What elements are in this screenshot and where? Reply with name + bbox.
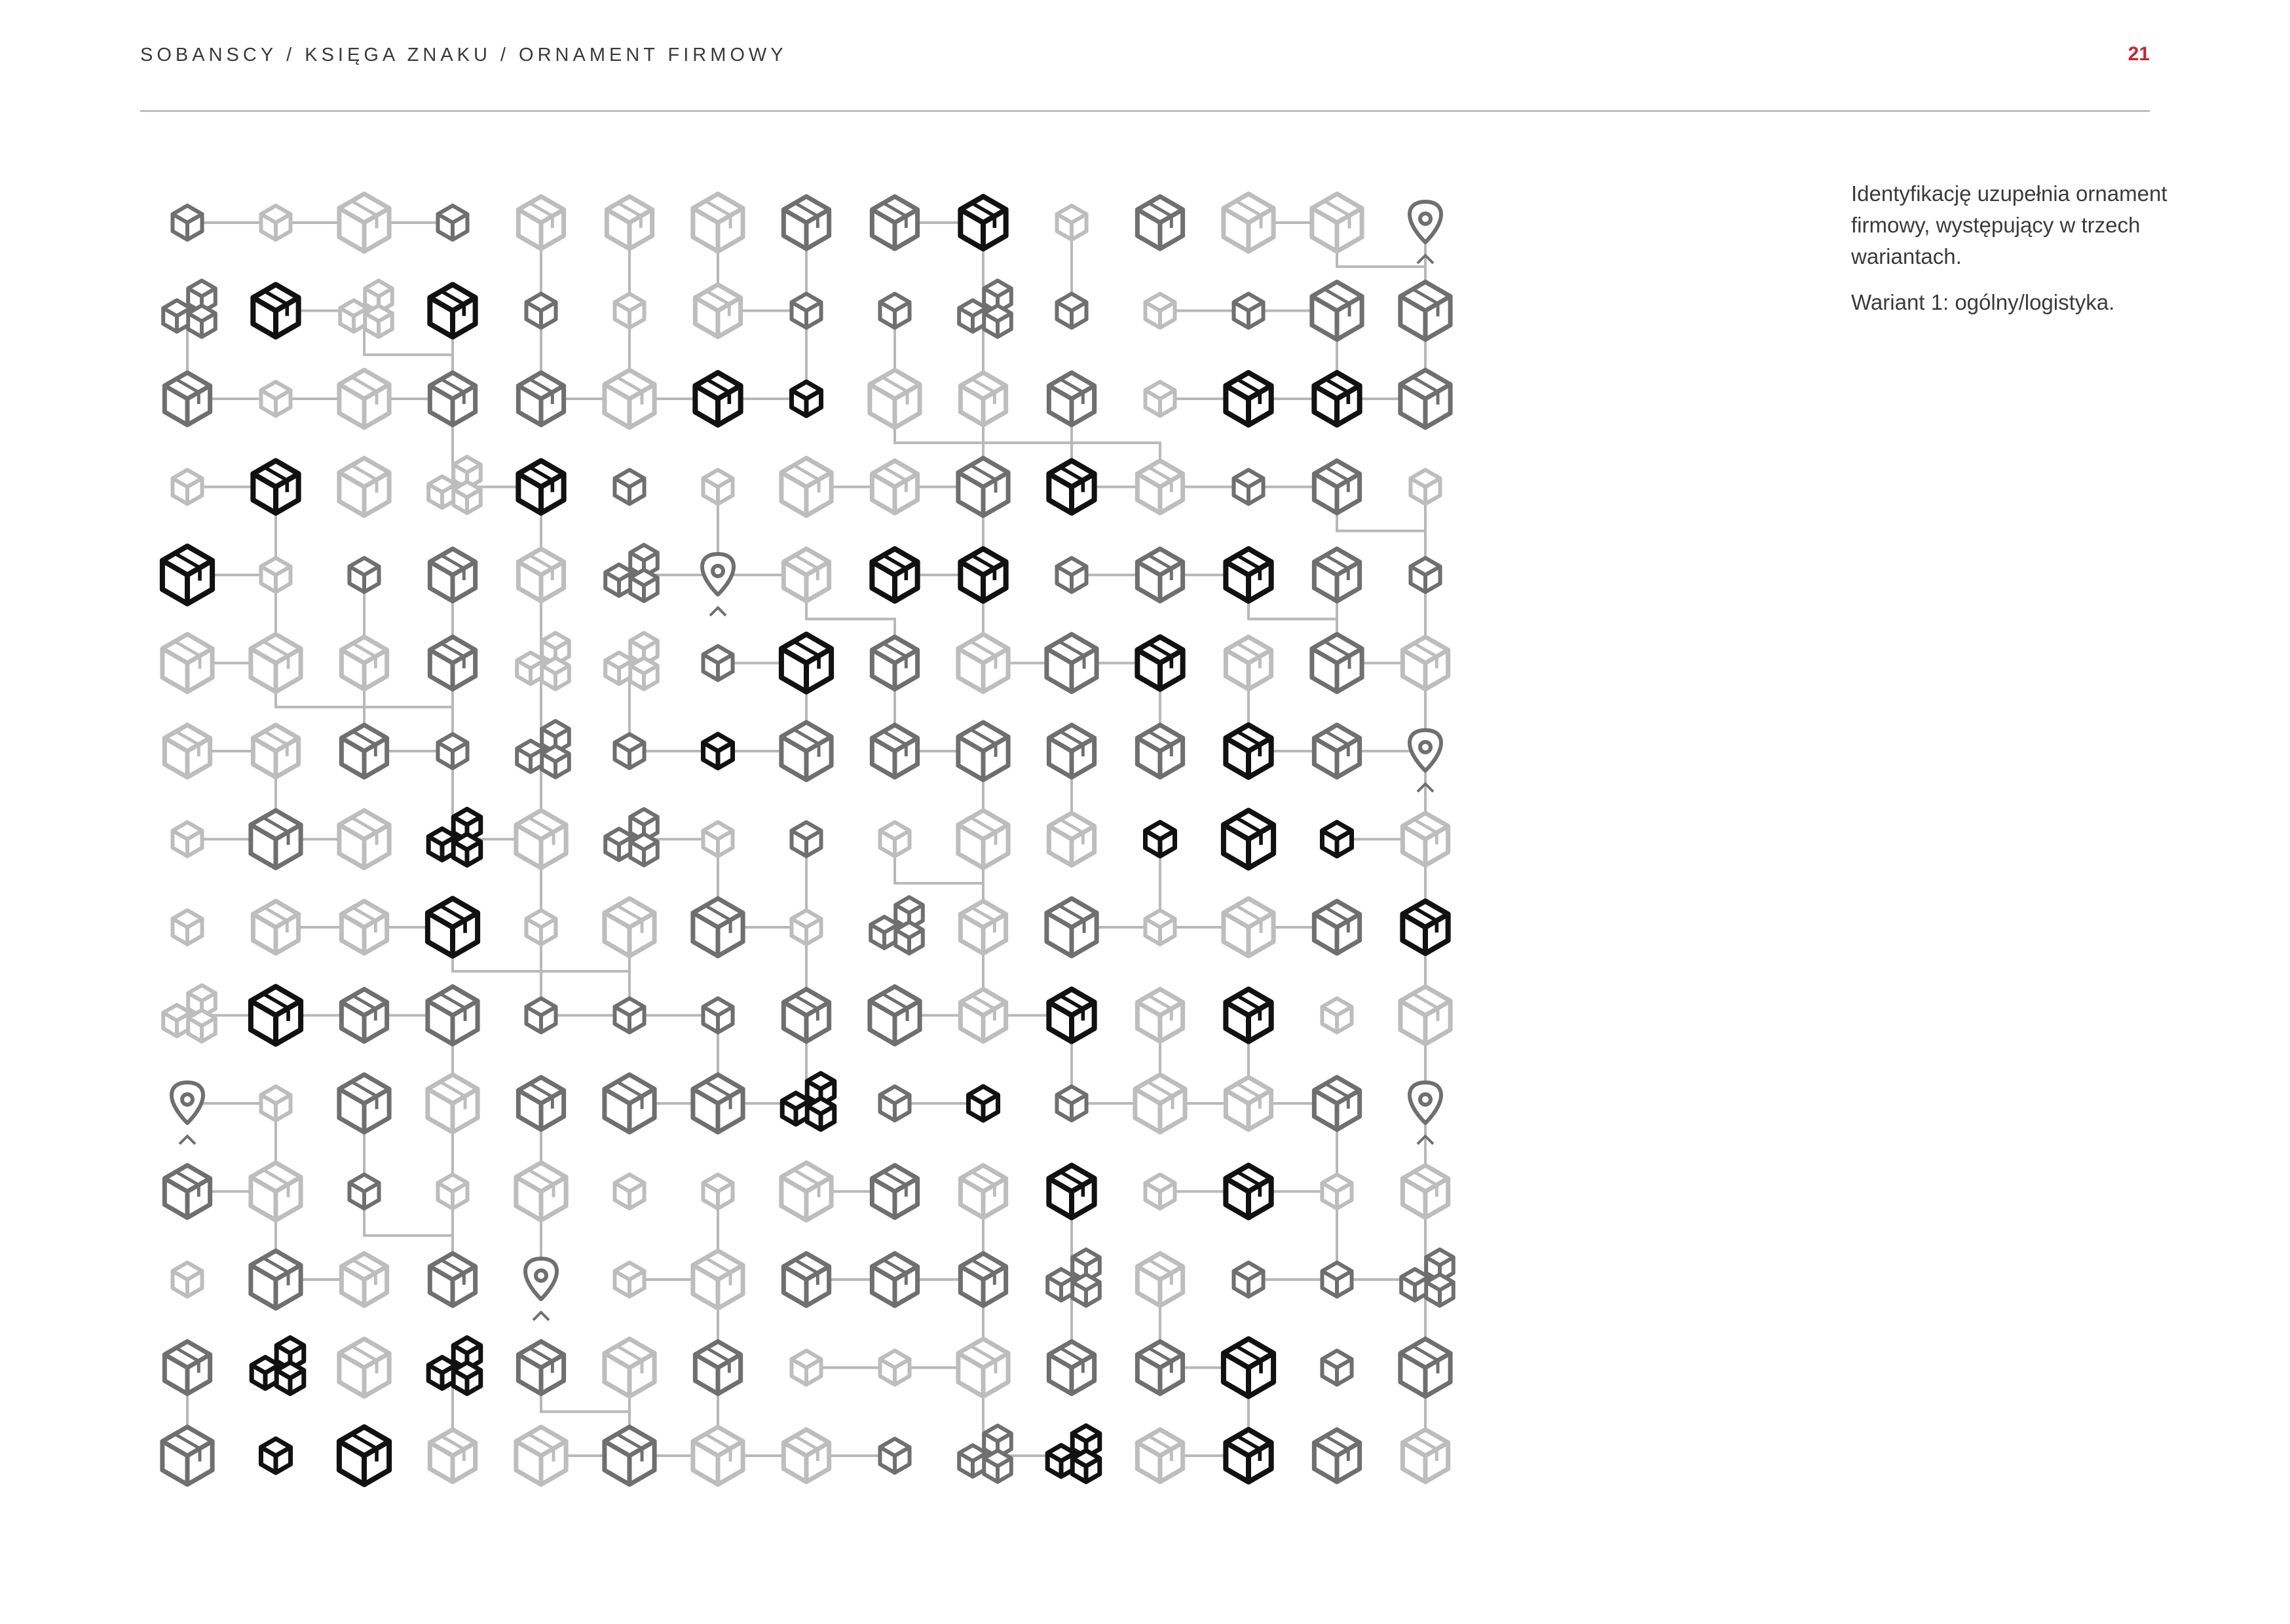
box-icon bbox=[1049, 373, 1094, 425]
box-icon bbox=[1314, 373, 1359, 425]
small-box-icon bbox=[703, 646, 732, 680]
box-icon bbox=[1049, 989, 1094, 1042]
small-box-icon bbox=[1145, 1175, 1174, 1209]
box-icon bbox=[783, 196, 829, 249]
box-icon bbox=[605, 1339, 654, 1397]
box-icon bbox=[1402, 1430, 1448, 1482]
small-box-icon bbox=[791, 382, 821, 416]
small-box-icon bbox=[172, 910, 202, 944]
box-icon bbox=[1314, 1077, 1359, 1130]
box-icon bbox=[341, 637, 386, 690]
box-icon bbox=[605, 898, 654, 956]
box-icon bbox=[1137, 1430, 1182, 1482]
small-box-icon bbox=[1145, 910, 1174, 944]
box-icon bbox=[1314, 725, 1359, 777]
stacked-boxes-icon bbox=[517, 721, 569, 777]
box-icon bbox=[605, 1075, 654, 1132]
box-icon bbox=[1226, 373, 1271, 425]
stacked-boxes-icon bbox=[163, 986, 216, 1042]
stacked-boxes-icon bbox=[605, 809, 658, 866]
stacked-boxes-icon bbox=[517, 633, 569, 690]
small-box-icon bbox=[614, 294, 644, 328]
box-icon bbox=[430, 1430, 475, 1482]
stacked-boxes-icon bbox=[1401, 1249, 1454, 1306]
small-box-icon bbox=[438, 206, 467, 240]
box-icon bbox=[1137, 549, 1182, 601]
box-icon bbox=[1314, 461, 1359, 513]
box-icon bbox=[162, 1427, 212, 1485]
box-icon bbox=[958, 811, 1008, 868]
box-icon bbox=[872, 1253, 917, 1306]
box-icon bbox=[1137, 725, 1182, 777]
small-box-icon bbox=[880, 1086, 909, 1120]
box-icon bbox=[960, 1253, 1005, 1306]
box-icon bbox=[428, 898, 478, 956]
stacked-boxes-icon bbox=[1047, 1426, 1100, 1482]
small-box-icon bbox=[172, 206, 202, 240]
box-icon bbox=[1226, 1077, 1271, 1130]
box-icon bbox=[1137, 1253, 1182, 1306]
box-icon bbox=[1224, 811, 1273, 868]
box-icon bbox=[1226, 549, 1271, 601]
small-box-icon bbox=[1145, 382, 1174, 416]
location-pin-icon bbox=[702, 554, 734, 616]
box-icon bbox=[693, 1075, 743, 1132]
stacked-boxes-icon bbox=[782, 1073, 835, 1130]
small-box-icon bbox=[1233, 1263, 1263, 1297]
box-icon bbox=[251, 987, 301, 1044]
box-icon bbox=[1137, 461, 1182, 513]
small-box-icon bbox=[438, 734, 467, 768]
box-icon bbox=[1400, 282, 1450, 340]
box-icon bbox=[1314, 549, 1359, 601]
box-icon bbox=[960, 373, 1005, 425]
small-box-icon bbox=[880, 822, 909, 857]
box-icon bbox=[1400, 1339, 1450, 1397]
box-icon bbox=[253, 901, 298, 953]
box-icon bbox=[1226, 1166, 1271, 1218]
location-pin-icon bbox=[1410, 1082, 1441, 1144]
box-icon bbox=[339, 194, 389, 251]
box-icon bbox=[783, 989, 829, 1042]
box-icon bbox=[1137, 1342, 1182, 1394]
box-icon bbox=[251, 635, 301, 692]
box-icon bbox=[1314, 1430, 1359, 1482]
box-icon bbox=[781, 722, 831, 780]
box-icon bbox=[1224, 898, 1273, 956]
small-box-icon bbox=[1322, 822, 1351, 857]
box-icon bbox=[1400, 370, 1450, 428]
small-box-icon bbox=[1322, 1351, 1351, 1385]
breadcrumb-item: KSIĘGA ZNAKU bbox=[305, 45, 491, 65]
location-pin-icon bbox=[1410, 730, 1441, 792]
box-icon bbox=[783, 1430, 829, 1482]
small-box-icon bbox=[1233, 470, 1263, 504]
box-icon bbox=[251, 811, 301, 868]
box-icon bbox=[430, 549, 475, 601]
box-icon bbox=[1049, 1166, 1094, 1218]
location-pin-icon bbox=[1410, 202, 1441, 263]
box-icon bbox=[518, 1342, 563, 1394]
box-icon bbox=[1226, 637, 1271, 690]
small-box-icon bbox=[791, 294, 821, 328]
small-box-icon bbox=[261, 1439, 290, 1473]
small-box-icon bbox=[1057, 206, 1086, 240]
small-box-icon bbox=[172, 470, 202, 504]
breadcrumb-item: SOBANSCY bbox=[140, 45, 278, 65]
small-box-icon bbox=[261, 206, 290, 240]
box-icon bbox=[162, 546, 212, 604]
box-icon bbox=[1049, 725, 1094, 777]
stacked-boxes-icon bbox=[605, 633, 658, 690]
box-icon bbox=[1312, 635, 1362, 692]
box-icon bbox=[1402, 1166, 1448, 1218]
box-icon bbox=[1402, 901, 1448, 953]
stacked-boxes-icon bbox=[1047, 1249, 1100, 1306]
small-box-icon bbox=[261, 558, 290, 592]
box-icon bbox=[164, 1166, 210, 1218]
small-box-icon bbox=[1322, 999, 1351, 1033]
small-box-icon bbox=[1410, 558, 1440, 592]
box-icon bbox=[1137, 989, 1182, 1042]
box-icon bbox=[1049, 1342, 1094, 1394]
box-icon bbox=[783, 1253, 829, 1306]
stacked-boxes-icon bbox=[959, 1426, 1011, 1482]
small-box-icon bbox=[880, 294, 909, 328]
box-icon bbox=[339, 811, 389, 868]
box-icon bbox=[960, 1166, 1005, 1218]
box-icon bbox=[960, 549, 1005, 601]
small-box-icon bbox=[349, 1175, 379, 1209]
box-icon bbox=[1049, 461, 1094, 513]
box-icon bbox=[872, 549, 917, 601]
small-box-icon bbox=[1145, 822, 1174, 857]
box-icon bbox=[341, 901, 386, 953]
small-box-icon bbox=[880, 1351, 909, 1385]
box-icon bbox=[1312, 194, 1362, 251]
box-icon bbox=[516, 1427, 566, 1485]
small-box-icon bbox=[614, 1263, 644, 1297]
box-icon bbox=[693, 1251, 743, 1308]
box-icon bbox=[518, 461, 563, 513]
box-icon bbox=[1137, 637, 1182, 690]
box-icon bbox=[1402, 637, 1448, 690]
box-icon bbox=[1135, 1075, 1185, 1132]
small-box-icon bbox=[614, 1175, 644, 1209]
small-box-icon bbox=[1410, 470, 1440, 504]
stacked-boxes-icon bbox=[959, 281, 1011, 337]
stacked-boxes-icon bbox=[163, 281, 216, 337]
box-icon bbox=[339, 458, 389, 516]
small-box-icon bbox=[261, 382, 290, 416]
small-box-icon bbox=[703, 999, 732, 1033]
box-icon bbox=[693, 898, 743, 956]
box-icon bbox=[339, 1075, 389, 1132]
small-box-icon bbox=[880, 1439, 909, 1473]
page-number: 21 bbox=[2128, 43, 2150, 65]
stacked-boxes-icon bbox=[340, 281, 392, 337]
box-icon bbox=[430, 637, 475, 690]
box-icon bbox=[341, 1253, 386, 1306]
description-paragraph: Wariant 1: ogólny/logistyka. bbox=[1851, 290, 2115, 314]
breadcrumb bbox=[140, 45, 787, 66]
small-box-icon bbox=[703, 1175, 732, 1209]
company-ornament-pattern bbox=[140, 162, 1476, 1524]
box-icon bbox=[339, 1339, 389, 1397]
box-icon bbox=[783, 549, 829, 601]
box-icon bbox=[253, 461, 298, 513]
small-box-icon bbox=[703, 470, 732, 504]
box-icon bbox=[164, 725, 210, 777]
box-icon bbox=[516, 811, 566, 868]
box-icon bbox=[695, 1342, 740, 1394]
box-icon bbox=[1226, 725, 1271, 777]
page-header bbox=[140, 42, 2150, 112]
box-icon bbox=[1047, 898, 1097, 956]
location-pin-icon bbox=[525, 1259, 557, 1320]
small-box-icon bbox=[526, 910, 555, 944]
small-box-icon bbox=[791, 1351, 821, 1385]
box-icon bbox=[960, 901, 1005, 953]
location-pin-icon bbox=[172, 1082, 203, 1144]
box-icon bbox=[958, 635, 1008, 692]
stacked-boxes-icon bbox=[428, 1338, 481, 1394]
box-icon bbox=[1400, 987, 1450, 1044]
box-icon bbox=[518, 196, 563, 249]
box-icon bbox=[430, 285, 475, 337]
box-icon bbox=[428, 987, 478, 1044]
small-box-icon bbox=[614, 999, 644, 1033]
small-box-icon bbox=[1057, 294, 1086, 328]
box-icon bbox=[781, 458, 831, 516]
box-icon bbox=[872, 1166, 917, 1218]
small-box-icon bbox=[1057, 1086, 1086, 1120]
box-icon bbox=[1226, 989, 1271, 1042]
small-box-icon bbox=[261, 1086, 290, 1120]
small-box-icon bbox=[703, 734, 732, 768]
box-icon bbox=[164, 373, 210, 425]
small-box-icon bbox=[349, 558, 379, 592]
box-icon bbox=[693, 1427, 743, 1485]
box-icon bbox=[1224, 1339, 1273, 1397]
box-icon bbox=[872, 725, 917, 777]
box-icon bbox=[958, 1339, 1008, 1397]
stacked-boxes-icon bbox=[871, 897, 923, 953]
box-icon bbox=[251, 1251, 301, 1308]
stacked-boxes-icon bbox=[252, 1338, 304, 1394]
box-icon bbox=[430, 1253, 475, 1306]
box-icon bbox=[162, 635, 212, 692]
small-box-icon bbox=[526, 294, 555, 328]
box-icon bbox=[1049, 813, 1094, 866]
box-icon bbox=[253, 285, 298, 337]
box-icon bbox=[341, 725, 386, 777]
box-icon bbox=[960, 989, 1005, 1042]
box-icon bbox=[607, 196, 652, 249]
box-icon bbox=[1224, 194, 1273, 251]
box-icon bbox=[695, 285, 740, 337]
box-icon bbox=[872, 461, 917, 513]
box-icon bbox=[1137, 196, 1182, 249]
small-box-icon bbox=[1233, 294, 1263, 328]
small-box-icon bbox=[438, 1175, 467, 1209]
small-box-icon bbox=[1322, 1175, 1351, 1209]
small-box-icon bbox=[1057, 558, 1086, 592]
box-icon bbox=[695, 373, 740, 425]
box-icon bbox=[251, 1163, 301, 1221]
small-box-icon bbox=[1322, 1263, 1351, 1297]
box-icon bbox=[518, 1077, 563, 1130]
stacked-boxes-icon bbox=[428, 809, 481, 866]
box-icon bbox=[430, 373, 475, 425]
small-box-icon bbox=[1145, 294, 1174, 328]
box-icon bbox=[516, 1163, 566, 1221]
box-icon bbox=[341, 989, 386, 1042]
box-icon bbox=[1312, 282, 1362, 340]
breadcrumb-separator: / bbox=[286, 45, 296, 65]
box-icon bbox=[781, 1163, 831, 1221]
box-icon bbox=[693, 194, 743, 251]
box-icon bbox=[339, 370, 389, 428]
box-icon bbox=[872, 637, 917, 690]
box-icon bbox=[164, 1342, 210, 1394]
box-icon bbox=[428, 1075, 478, 1132]
box-icon bbox=[781, 635, 831, 692]
small-box-icon bbox=[526, 999, 555, 1033]
box-icon bbox=[605, 370, 654, 428]
stacked-boxes-icon bbox=[428, 457, 481, 513]
stacked-boxes-icon bbox=[605, 545, 658, 601]
small-box-icon bbox=[172, 1263, 202, 1297]
box-icon bbox=[958, 458, 1008, 516]
box-icon bbox=[1402, 813, 1448, 866]
box-icon bbox=[339, 1427, 389, 1485]
small-box-icon bbox=[614, 470, 644, 504]
box-icon bbox=[253, 725, 298, 777]
box-icon bbox=[960, 196, 1005, 249]
box-icon bbox=[605, 1427, 654, 1485]
breadcrumb-item: ORNAMENT FIRMOWY bbox=[519, 45, 787, 65]
description bbox=[1851, 178, 2192, 333]
small-box-icon bbox=[791, 910, 821, 944]
description-paragraph: Identyfikację uzupełnia ornament firmowy, występujący w trzech wariantach. bbox=[1851, 181, 2168, 268]
small-box-icon bbox=[172, 822, 202, 857]
box-icon bbox=[958, 722, 1008, 780]
box-icon bbox=[870, 987, 920, 1044]
breadcrumb-separator: / bbox=[500, 45, 510, 65]
small-box-icon bbox=[703, 822, 732, 857]
box-icon bbox=[518, 373, 563, 425]
box-icon bbox=[1314, 901, 1359, 953]
box-icon bbox=[870, 370, 920, 428]
box-icon bbox=[1047, 635, 1097, 692]
box-icon bbox=[872, 196, 917, 249]
box-icon bbox=[1226, 1430, 1271, 1482]
small-box-icon bbox=[791, 822, 821, 857]
small-box-icon bbox=[968, 1086, 998, 1120]
small-box-icon bbox=[614, 734, 644, 768]
box-icon bbox=[518, 549, 563, 601]
